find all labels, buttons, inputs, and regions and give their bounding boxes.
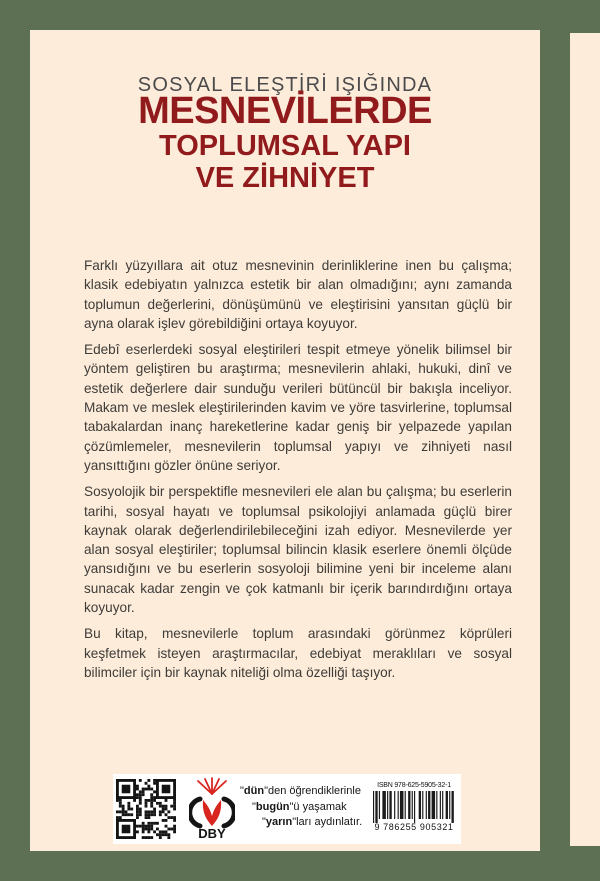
blurb-paragraph: Sosyolojik bir perspektifle mesnevileri ele alan bu çalışma; bu eserlerin tarihi, sosyal hayatı ve toplumsal psikolojiyi anlamada güçlü birer kaynak olarak değerlendirilebileceğini izah ediyor. Mesnevilerde yer alan sosyal eleştiriler; toplumsal bilincin klasik eserlere önemli ölçüde yansıdığını ve bu eserlerin sosyoloji bilimine yeni bir inceleme alanı sunacak kadar zengin ve çok katmanlı bir içerik barındırdığını ortaya koyuyor. [84, 484, 512, 616]
tulip-rays-icon [198, 778, 226, 794]
tulip-icon [203, 800, 221, 826]
publisher-slogan [240, 784, 370, 831]
back-cover [30, 30, 540, 851]
publisher-name: DBY [198, 826, 226, 840]
logo-left-bracket [190, 799, 200, 826]
logo-right-bracket [224, 799, 234, 826]
book-title-line3: VE ZİHNİYET [195, 162, 375, 194]
blurb-paragraph: Edebî eserlerdeki sosyal eleştirileri tespit etmeye yönelik bilimsel bir yöntem geliştiren bu araştırma; mesnevilerin ahlaki, hukuki, dinî ve estetik değerlere dair sunduğu verileri bütüncül bir bakışla inceliyor. Makam ve meslek eleştirilerinden kavim ve yöre tasvirlerine, toplumsal tabakalardan inanç hareketlerine kadar geniş bir yelpazede yapılan çözümlemeler, mesnevilerin toplumsal yapıyı ve zihniyeti nasıl yansıttığını gözler önüne seriyor. [84, 342, 512, 473]
series-subtitle: SOSYAL ELEŞTİRİ IŞIĞINDA [137, 74, 433, 96]
blurb-paragraph: Farklı yüzyıllara ait otuz mesnevinin derinliklerine inen bu çalışma; klasik edebiyatın yalnızca estetik bir alan olmadığını; aynı zamanda toplumun değerlerini, dönüşümünü ve eleştirisini yansıtan güçlü bir ayna olarak işlev görebildiğini ortaya koyuyor. [84, 258, 512, 331]
dby-publisher-logo [189, 776, 235, 840]
adjacent-page-edge [570, 33, 600, 846]
publisher-footer-box [113, 774, 461, 844]
slogan-line: "dün"den öğrendiklerinle [240, 785, 361, 797]
slogan-line: "bugün"ü yaşamak [252, 800, 347, 813]
barcode-icon [371, 791, 457, 823]
book-title-line2: TOPLUMSAL YAPI [159, 130, 411, 162]
qr-code-icon [116, 779, 176, 839]
book-title-main: MESNEVİLERDE [138, 90, 432, 132]
blurb-paragraph: Bu kitap, mesnevilerle toplum arasındaki görünmez köprüleri keşfetmek isteyen araştırmacılar, edebiyat meraklıları ve sosyal bilimciler için bir kaynak niteliği olma özelliği taşıyor. [84, 626, 512, 680]
back-cover-blurb [84, 256, 512, 689]
isbn-block [370, 781, 458, 833]
barcode-digits: 9 786255 905321 [374, 822, 454, 832]
isbn-label: ISBN 978-625-5905-32-1 [377, 782, 451, 789]
slogan-line: "yarın"ları aydınlatır. [262, 816, 363, 828]
